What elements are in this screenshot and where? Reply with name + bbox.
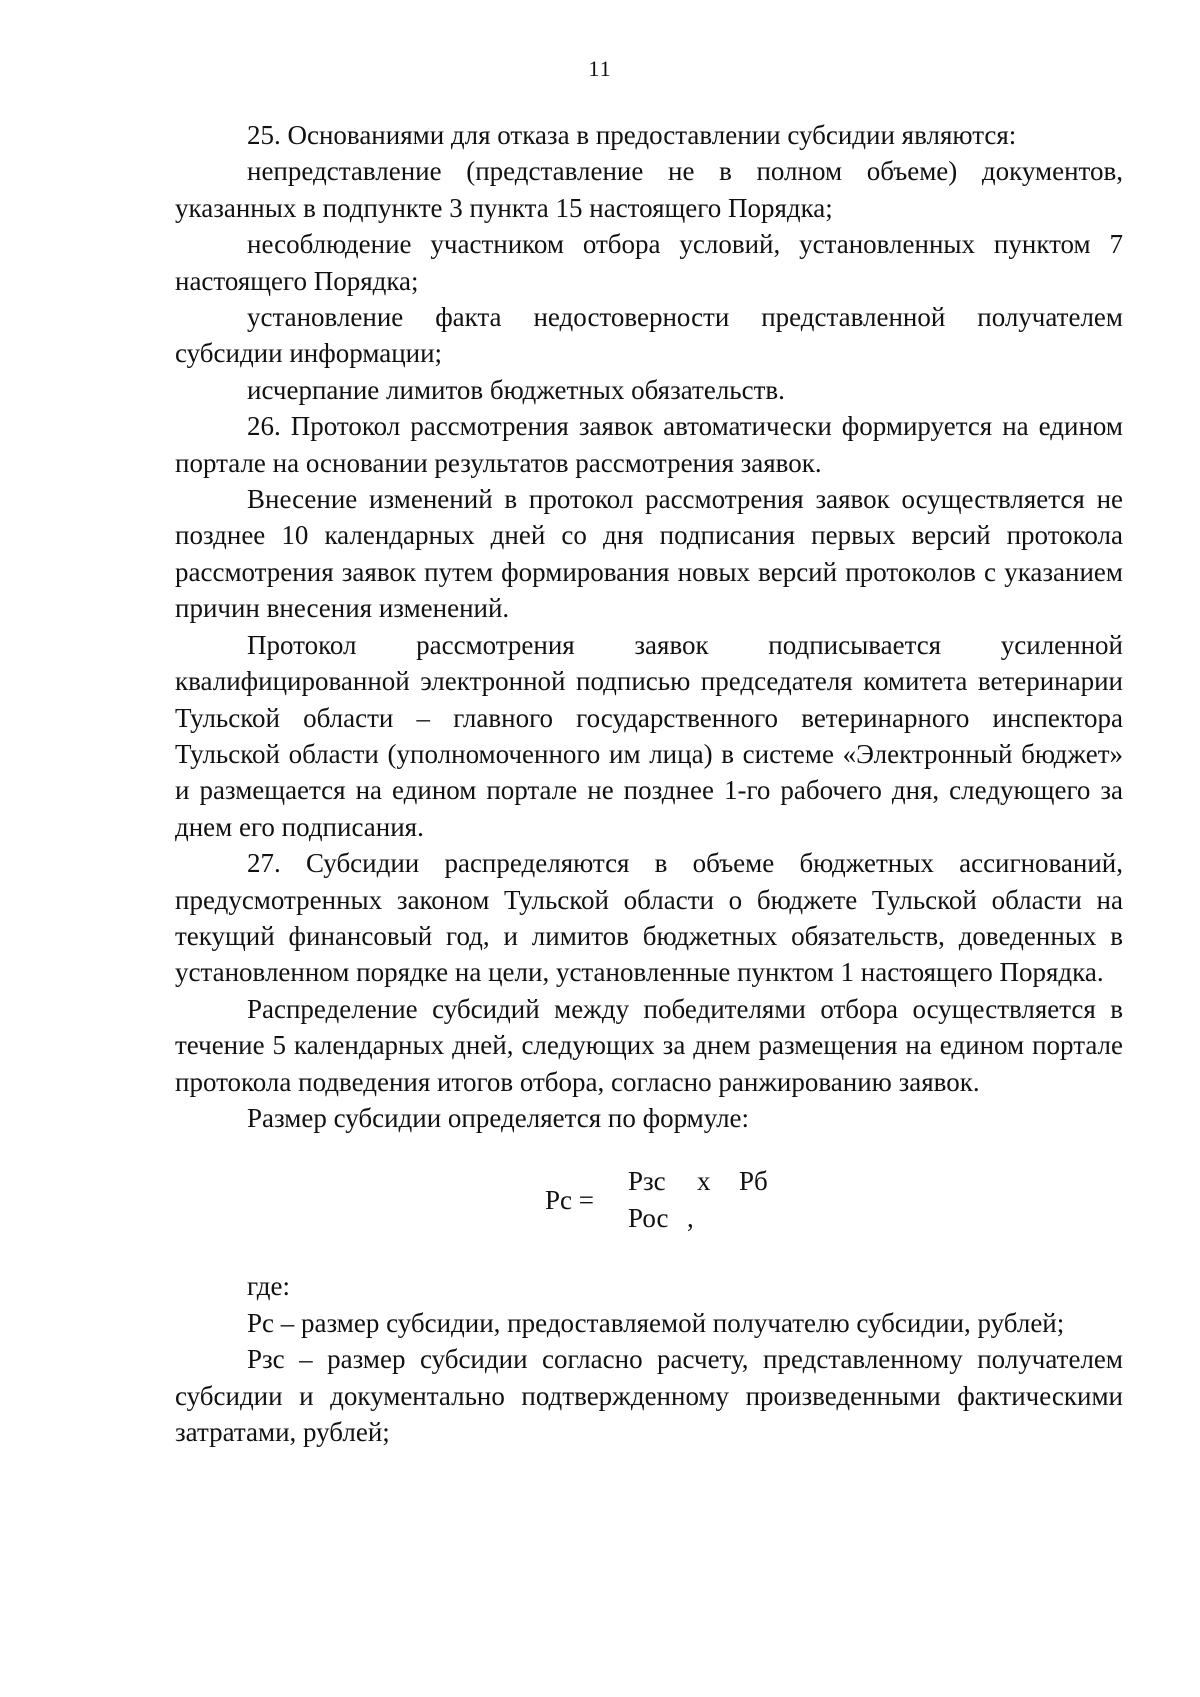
paragraph-ground-limits: исчерпание лимитов бюджетных обязательств. [247, 374, 785, 405]
paragraph-protocol-signing: Протокол рассмотрения заявок подписывается усиленной квалифицированной электронной подписью председателя комитета ветеринарии Тульской области – главного государственного ветеринарного инспектора Тульской области (уполномоченного им лица) в системе «Электронный бюджет» и размещается на едином портале не позднее 1-го рабочего дня, следующего за днем его подписания. [175, 629, 1123, 842]
formula-factor: Рб [739, 1166, 768, 1197]
paragraph-distribution-winners: Распределение субсидий между победителями отбора осуществляется в течение 5 календарных дней, следующих за днем размещения на едином портале протокола подведения итогов отбора, согласно ранжированию заявок. [175, 993, 1123, 1097]
paragraph-25-heading: 25. Основаниями для отказа в предоставлении субсидии являются: [247, 120, 1017, 150]
formula-comma: , [687, 1203, 694, 1234]
paragraph-def-rzs: Рзс – размер субсидии согласно расчету, представленному получателем субсидии и документально подтвержденному произведенными фактическими затратами, рублей; [175, 1344, 1123, 1447]
page-number: 11 [588, 56, 612, 81]
formula-denominator: Рос [628, 1203, 669, 1234]
formula-times-sign: х [697, 1166, 711, 1197]
formula-numerator: Рзс [628, 1166, 666, 1197]
paragraph-26-protocol: 26. Протокол рассмотрения заявок автоматически формируется на едином портале на основании результатов рассмотрения заявок. [175, 411, 1123, 478]
paragraph-where: где: [247, 1271, 290, 1302]
formula-lhs: Рс = [545, 1185, 594, 1216]
paragraph-27-distribution: 27. Субсидии распределяются в объеме бюджетных ассигнований, предусмотренных законом Тульской области о бюджете Тульской области на текущий финансовый год, и лимитов бюджетных обязательств, доведенных в установленном порядке на цели, установленные пунктом 1 настоящего Порядка. [175, 848, 1123, 988]
paragraph-def-rs: Рс – размер субсидии, предоставляемой получателю субсидии, рублей; [247, 1307, 1065, 1338]
document-body [175, 117, 1123, 1450]
paragraph-ground-conditions: несоблюдение участником отбора условий, установленных пунктом 7 настоящего Порядка; [175, 229, 1123, 296]
paragraph-protocol-changes: Внесение изменений в протокол рассмотрения заявок осуществляется не позднее 10 календарных дней со дня подписания первых версий протокола рассмотрения заявок путем формирования новых версий протоколов с указанием причин внесения изменений. [175, 484, 1123, 624]
paragraph-ground-documents: непредставление (представление не в полном объеме) документов, указанных в подпункте 3 пункта 15 настоящего Порядка; [175, 156, 1123, 223]
paragraph-ground-false-info: установление факта недостоверности представленной получателем субсидии информации; [175, 302, 1123, 369]
subsidy-formula [175, 1136, 1123, 1268]
paragraph-formula-intro: Размер субсидии определяется по формуле: [247, 1102, 750, 1133]
